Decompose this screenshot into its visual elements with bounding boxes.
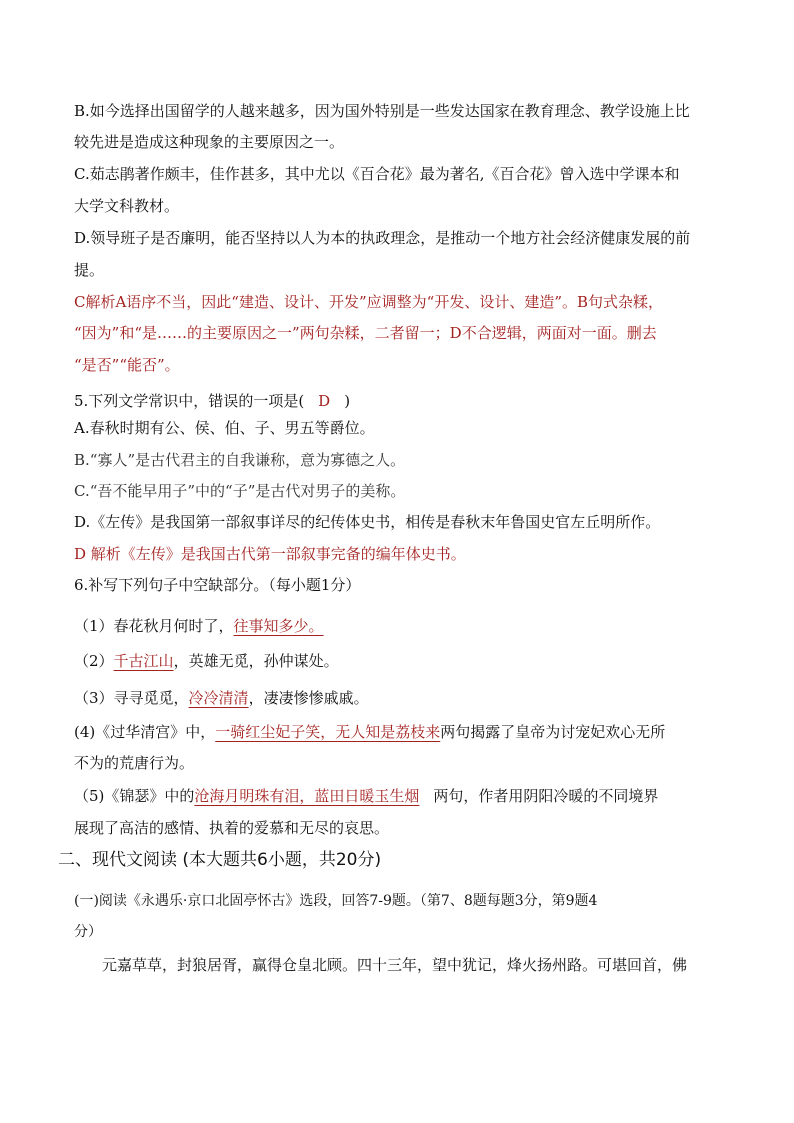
q4-option-c-line1: C.茹志鹃著作颇丰，佳作甚多，其中尤以《百合花》最为著名,《百合花》曾入选中学课本和 xyxy=(74,165,680,183)
q6-item-1-answer: 往事知多少。 xyxy=(233,617,324,635)
q5-stem-answer: D xyxy=(318,392,331,410)
q5-stem-text: 5.下列文学常识中，错误的一项是( xyxy=(74,392,305,410)
q6-item-2 xyxy=(74,651,724,671)
q5-stem xyxy=(74,391,724,411)
q5-answer: D 解析《左传》是我国古代第一部叙事完备的编年体史书。 xyxy=(74,545,466,563)
q5-option-c: C.“吾不能早用子”中的“子”是古代对男子的美称。 xyxy=(74,482,406,500)
q6-item-4-line2: 不为的荒唐行为。 xyxy=(74,754,195,772)
q6-item-5-rest: 两句，作者用阴阳冷暖的不同境界 xyxy=(433,787,659,805)
q6-item-3 xyxy=(74,688,724,708)
poem-line1: 元嘉草草，封狼居胥，赢得仓皇北顾。四十三年，望中犹记，烽火扬州路。可堪回首，佛 xyxy=(102,956,688,974)
q5-option-d: D.《左传》是我国第一部叙事详尽的纪传体史书，相传是春秋末年鲁国史官左丘明所作。 xyxy=(74,513,661,531)
section-2-intro-line2: 分） xyxy=(74,924,102,940)
q4-answer-line2: “因为”和“是……的主要原因之一”两句杂糅，二者留一；D不合逻辑，两面对一面。删去 xyxy=(74,324,657,342)
q6-item-5-answer: 沧海月明珠有泪，蓝田日暖玉生烟 xyxy=(194,787,420,805)
q6-item-3-rest: ，凄凄惨惨戚戚。 xyxy=(248,689,369,707)
q4-option-c-line2: 大学文科教材。 xyxy=(74,197,180,215)
q4-answer-line3: “是否”“能否”。 xyxy=(74,356,180,374)
q6-item-4 xyxy=(74,722,724,742)
q4-option-b-line2: 较先进是造成这种现象的主要原因之一。 xyxy=(74,133,345,151)
q6-item-1 xyxy=(74,616,724,636)
q6-item-5-text: （5)《锦瑟》中的 xyxy=(74,787,195,805)
q6-item-1-text: （1）春花秋月何时了， xyxy=(74,617,234,635)
q4-option-b-line1: B.如今选择出国留学的人越来越多，因为国外特别是一些发达国家在教育理念、教学设施上比 xyxy=(74,102,690,120)
q6-stem: 6.补写下列句子中空缺部分。（每小题1分） xyxy=(74,576,361,594)
q6-item-3-answer: 冷冷清清 xyxy=(188,689,249,707)
q4-option-d-line2: 提。 xyxy=(74,261,105,279)
q4-option-d-line1: D.领导班子是否廉明，能否坚持以人为本的执政理念，是推动一个地方社会经济健康发展的前 xyxy=(74,229,691,247)
q5-option-b: B.“寡人”是古代君主的自我谦称，意为寡德之人。 xyxy=(74,451,406,469)
q6-item-2-rest: ，英雄无觅，孙仲谋处。 xyxy=(173,652,339,670)
q6-item-2-text: （2） xyxy=(74,652,114,670)
section-2-heading: 二、现代文阅读 (本大题共6小题，共20分) xyxy=(58,850,382,870)
q4-answer-line1: C解析A语序不当，因此“建造、设计、开发”应调整为“开发、设计、建造”。B句式杂糅， xyxy=(74,293,664,311)
q5-option-a: A.春秋时期有公、侯、伯、子、男五等爵位。 xyxy=(74,419,375,437)
q6-item-5-line2: 展现了高洁的感情、执着的爱慕和无尽的哀思。 xyxy=(74,819,390,837)
q6-item-4-text: (4)《过华清宫》中， xyxy=(74,723,216,741)
q5-stem-close: ) xyxy=(344,392,351,410)
q6-item-3-text: （3）寻寻觅觅， xyxy=(74,689,189,707)
section-2-intro-line1: (一)阅读《永遇乐·京口北固亭怀古》选段，回答7-9题。（第7、8题每题3分，第9题4 xyxy=(74,893,598,909)
q6-item-5 xyxy=(74,786,724,806)
q6-item-4-answer: 一骑红尘妃子笑，无人知是荔枝来 xyxy=(215,723,441,741)
q6-item-2-answer: 千古江山 xyxy=(113,652,174,670)
q6-item-4-rest: 两句揭露了皇帝为讨宠妃欢心无所 xyxy=(440,723,666,741)
